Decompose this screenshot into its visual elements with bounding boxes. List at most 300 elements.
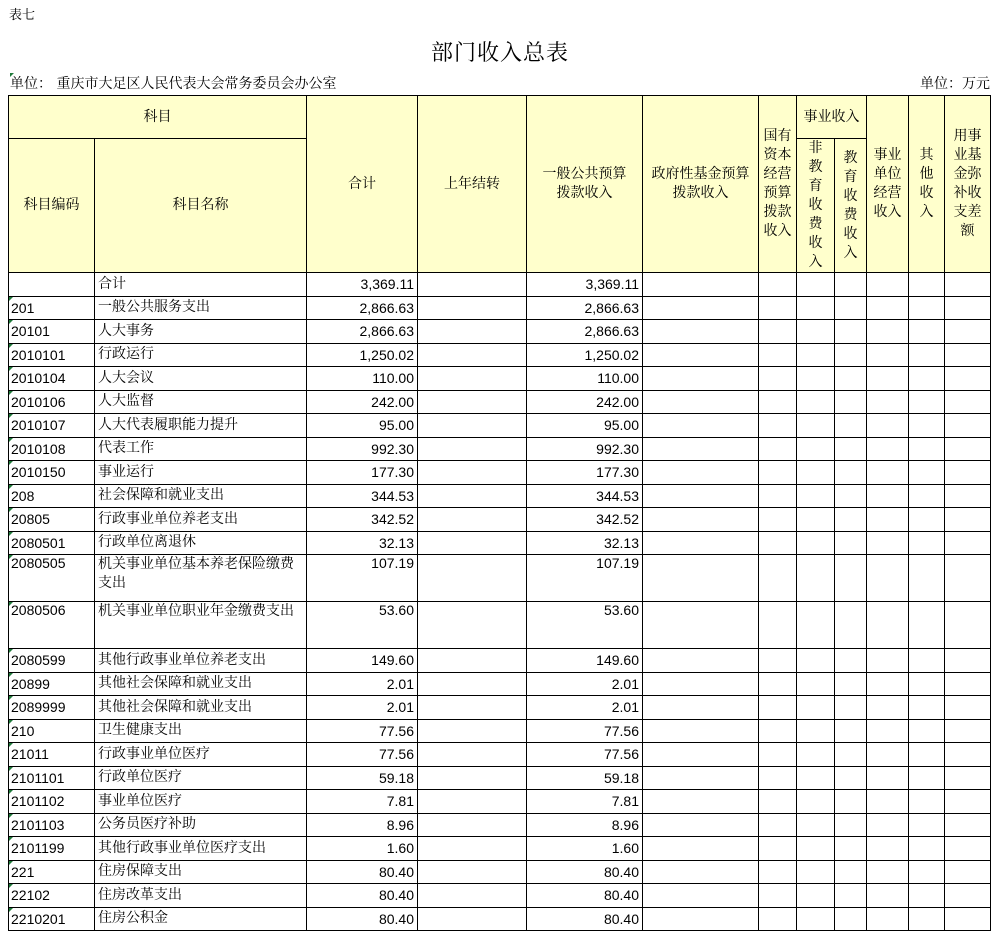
cell-gov-fund [643,320,759,344]
cell-other [909,813,945,837]
cell-name: 其他行政事业单位医疗支出 [95,837,307,861]
table-row [9,813,991,837]
cell-edu-fee [835,766,867,790]
cell-gov-fund [643,743,759,767]
page-title: 部门收入总表 [430,41,569,66]
cell-code: 208 [9,484,95,508]
cell-non-edu-fee [797,719,835,743]
cell-fund-offset [945,273,991,297]
cell-fund-offset [945,860,991,884]
cell-carryover [418,649,527,673]
table-row [9,531,991,555]
cell-general-budget: 1,250.02 [527,343,643,367]
header-other: 其他收入 [909,96,945,273]
cell-other [909,719,945,743]
cell-state-capital [759,790,797,814]
cell-state-capital [759,414,797,438]
cell-edu-fee [835,414,867,438]
cell-name: 其他社会保障和就业支出 [95,696,307,720]
cell-operating [867,790,909,814]
cell-state-capital [759,649,797,673]
table-row [9,743,991,767]
cell-non-edu-fee [797,367,835,391]
cell-name: 公务员医疗补助 [95,813,307,837]
cell-fund-offset [945,531,991,555]
cell-carryover [418,860,527,884]
cell-total: 2,866.63 [307,296,418,320]
cell-total: 32.13 [307,531,418,555]
cell-edu-fee [835,320,867,344]
table-row [9,296,991,320]
cell-edu-fee [835,461,867,485]
cell-gov-fund [643,884,759,908]
cell-state-capital [759,367,797,391]
cell-edu-fee [835,884,867,908]
cell-total: 110.00 [307,367,418,391]
cell-other [909,672,945,696]
cell-edu-fee [835,790,867,814]
cell-name: 一般公共服务支出 [95,296,307,320]
cell-operating [867,367,909,391]
cell-state-capital [759,531,797,555]
table-row [9,837,991,861]
cell-code: 20805 [9,508,95,532]
table-header [9,96,991,273]
cell-gov-fund [643,437,759,461]
cell-carryover [418,320,527,344]
cell-fund-offset [945,696,991,720]
table-row [9,649,991,673]
income-table [8,95,991,931]
cell-code: 21011 [9,743,95,767]
cell-general-budget: 77.56 [527,719,643,743]
cell-other [909,273,945,297]
unit-currency: 单位：万元 [920,76,990,92]
cell-operating [867,484,909,508]
cell-total: 344.53 [307,484,418,508]
cell-edu-fee [835,860,867,884]
cell-gov-fund [643,367,759,391]
cell-gov-fund [643,813,759,837]
cell-gov-fund [643,790,759,814]
cell-total: 80.40 [307,860,418,884]
cell-code: 2101102 [9,790,95,814]
cell-non-edu-fee [797,837,835,861]
cell-code [9,273,95,297]
cell-fund-offset [945,367,991,391]
cell-operating [867,390,909,414]
header-non-edu-fee: 非教育收费收入 [797,139,835,273]
cell-operating [867,343,909,367]
cell-gov-fund [643,414,759,438]
table-row [9,884,991,908]
header-subject: 科目 [9,96,307,139]
cell-other [909,555,945,602]
cell-total: 107.19 [307,555,418,602]
cell-edu-fee [835,696,867,720]
cell-name: 住房改革支出 [95,884,307,908]
cell-general-budget: 177.30 [527,461,643,485]
cell-fund-offset [945,320,991,344]
cell-total: 2.01 [307,696,418,720]
table-tag: 表七 [9,8,36,23]
cell-other [909,531,945,555]
table-row [9,860,991,884]
cell-total: 7.81 [307,790,418,814]
table-row [9,414,991,438]
cell-non-edu-fee [797,531,835,555]
cell-carryover [418,884,527,908]
cell-other [909,367,945,391]
header-operating: 事业单位经营收入 [867,96,909,273]
cell-non-edu-fee [797,602,835,649]
cell-total: 80.40 [307,884,418,908]
cell-name: 其他行政事业单位养老支出 [95,649,307,673]
cell-operating [867,860,909,884]
cell-code: 2010104 [9,367,95,391]
cell-carryover [418,414,527,438]
cell-code: 2010108 [9,437,95,461]
cell-total: 8.96 [307,813,418,837]
unit-org: 单位： 重庆市大足区人民代表大会常务委员会办公室 [10,73,336,93]
cell-name: 行政事业单位养老支出 [95,508,307,532]
cell-gov-fund [643,390,759,414]
cell-carryover [418,508,527,532]
cell-state-capital [759,602,797,649]
cell-name: 事业运行 [95,461,307,485]
cell-non-edu-fee [797,672,835,696]
table-row [9,790,991,814]
cell-name: 机关事业单位职业年金缴费支出 [95,602,307,649]
cell-code: 2080506 [9,602,95,649]
table-row [9,273,991,297]
cell-code: 2101103 [9,813,95,837]
cell-operating [867,508,909,532]
cell-carryover [418,602,527,649]
cell-operating [867,320,909,344]
cell-fund-offset [945,602,991,649]
cell-non-edu-fee [797,320,835,344]
cell-other [909,602,945,649]
cell-state-capital [759,484,797,508]
cell-name: 人大会议 [95,367,307,391]
cell-total: 2.01 [307,672,418,696]
cell-state-capital [759,320,797,344]
cell-edu-fee [835,649,867,673]
cell-general-budget: 342.52 [527,508,643,532]
cell-name: 人大代表履职能力提升 [95,414,307,438]
cell-total: 992.30 [307,437,418,461]
cell-fund-offset [945,672,991,696]
cell-non-edu-fee [797,860,835,884]
cell-name: 事业单位医疗 [95,790,307,814]
cell-general-budget: 80.40 [527,907,643,931]
cell-general-budget: 2.01 [527,672,643,696]
header-fund-offset: 用事业基金弥补收支差额 [945,96,991,273]
cell-total: 53.60 [307,602,418,649]
cell-edu-fee [835,907,867,931]
cell-carryover [418,813,527,837]
cell-general-budget: 110.00 [527,367,643,391]
cell-carryover [418,837,527,861]
cell-general-budget: 53.60 [527,602,643,649]
cell-edu-fee [835,367,867,391]
cell-fund-offset [945,649,991,673]
cell-general-budget: 8.96 [527,813,643,837]
cell-other [909,320,945,344]
table-row [9,672,991,696]
cell-gov-fund [643,649,759,673]
cell-gov-fund [643,719,759,743]
cell-other [909,649,945,673]
table-row [9,766,991,790]
cell-carryover [418,719,527,743]
cell-code: 2210201 [9,907,95,931]
cell-general-budget: 149.60 [527,649,643,673]
cell-code: 2080599 [9,649,95,673]
cell-general-budget: 59.18 [527,766,643,790]
cell-total: 149.60 [307,649,418,673]
cell-carryover [418,743,527,767]
cell-fund-offset [945,508,991,532]
cell-edu-fee [835,743,867,767]
cell-fund-offset [945,484,991,508]
cell-non-edu-fee [797,484,835,508]
cell-carryover [418,461,527,485]
cell-other [909,461,945,485]
table-row [9,907,991,931]
cell-fund-offset [945,884,991,908]
cell-state-capital [759,860,797,884]
cell-other [909,766,945,790]
cell-non-edu-fee [797,273,835,297]
cell-total: 77.56 [307,719,418,743]
cell-general-budget: 80.40 [527,884,643,908]
cell-other [909,484,945,508]
cell-code: 2101199 [9,837,95,861]
cell-edu-fee [835,390,867,414]
cell-name: 其他社会保障和就业支出 [95,672,307,696]
cell-total: 2,866.63 [307,320,418,344]
cell-name: 行政事业单位医疗 [95,743,307,767]
table-row [9,390,991,414]
cell-total: 242.00 [307,390,418,414]
cell-operating [867,907,909,931]
cell-state-capital [759,461,797,485]
cell-edu-fee [835,602,867,649]
cell-other [909,907,945,931]
cell-state-capital [759,343,797,367]
cell-fund-offset [945,390,991,414]
cell-other [909,790,945,814]
cell-general-budget: 77.56 [527,743,643,767]
cell-non-edu-fee [797,437,835,461]
cell-non-edu-fee [797,696,835,720]
header-general-budget: 一般公共预算拨款收入 [527,96,643,273]
cell-code: 22102 [9,884,95,908]
cell-name: 住房公积金 [95,907,307,931]
cell-state-capital [759,743,797,767]
cell-other [909,884,945,908]
cell-gov-fund [643,766,759,790]
cell-non-edu-fee [797,884,835,908]
cell-state-capital [759,390,797,414]
cell-gov-fund [643,508,759,532]
cell-state-capital [759,719,797,743]
cell-other [909,437,945,461]
cell-edu-fee [835,837,867,861]
cell-carryover [418,790,527,814]
cell-fund-offset [945,813,991,837]
cell-other [909,837,945,861]
cell-operating [867,672,909,696]
cell-total: 95.00 [307,414,418,438]
cell-carryover [418,296,527,320]
header-business-income: 事业收入 [797,96,867,139]
cell-fund-offset [945,766,991,790]
cell-code: 2101101 [9,766,95,790]
cell-edu-fee [835,343,867,367]
cell-gov-fund [643,672,759,696]
cell-general-budget: 2,866.63 [527,320,643,344]
cell-name: 人大监督 [95,390,307,414]
cell-operating [867,649,909,673]
cell-non-edu-fee [797,743,835,767]
cell-code: 20899 [9,672,95,696]
cell-other [909,743,945,767]
table-row [9,437,991,461]
cell-carryover [418,343,527,367]
cell-operating [867,414,909,438]
cell-total: 1.60 [307,837,418,861]
table-row [9,602,991,649]
cell-name: 行政单位离退休 [95,531,307,555]
cell-non-edu-fee [797,649,835,673]
cell-other [909,696,945,720]
cell-gov-fund [643,696,759,720]
cell-code: 221 [9,860,95,884]
cell-gov-fund [643,860,759,884]
cell-fund-offset [945,790,991,814]
cell-state-capital [759,907,797,931]
cell-carryover [418,367,527,391]
header-carryover: 上年结转 [418,96,527,273]
cell-non-edu-fee [797,555,835,602]
cell-edu-fee [835,672,867,696]
header-state-capital: 国有资本经营预算拨款收入 [759,96,797,273]
cell-general-budget: 95.00 [527,414,643,438]
cell-gov-fund [643,531,759,555]
cell-code: 20101 [9,320,95,344]
cell-non-edu-fee [797,343,835,367]
cell-state-capital [759,696,797,720]
cell-non-edu-fee [797,461,835,485]
cell-general-budget: 2.01 [527,696,643,720]
cell-non-edu-fee [797,390,835,414]
cell-state-capital [759,813,797,837]
cell-edu-fee [835,813,867,837]
table-row [9,367,991,391]
cell-edu-fee [835,437,867,461]
cell-operating [867,766,909,790]
table-row [9,508,991,532]
cell-total: 177.30 [307,461,418,485]
cell-non-edu-fee [797,790,835,814]
cell-operating [867,696,909,720]
cell-gov-fund [643,555,759,602]
cell-carryover [418,696,527,720]
cell-gov-fund [643,484,759,508]
cell-operating [867,437,909,461]
cell-name: 合计 [95,273,307,297]
cell-code: 210 [9,719,95,743]
cell-state-capital [759,437,797,461]
cell-carryover [418,390,527,414]
table-row [9,343,991,367]
cell-edu-fee [835,273,867,297]
cell-carryover [418,273,527,297]
cell-state-capital [759,766,797,790]
table-body [9,273,991,931]
cell-edu-fee [835,555,867,602]
cell-fund-offset [945,719,991,743]
cell-general-budget: 242.00 [527,390,643,414]
cell-operating [867,531,909,555]
cell-general-budget: 1.60 [527,837,643,861]
cell-general-budget: 344.53 [527,484,643,508]
cell-fund-offset [945,907,991,931]
header-edu-fee: 教育收费收入 [835,139,867,273]
cell-name: 社会保障和就业支出 [95,484,307,508]
cell-other [909,343,945,367]
cell-operating [867,273,909,297]
cell-operating [867,555,909,602]
cell-gov-fund [643,461,759,485]
cell-fund-offset [945,837,991,861]
cell-name: 行政运行 [95,343,307,367]
cell-fund-offset [945,296,991,320]
cell-carryover [418,437,527,461]
cell-operating [867,743,909,767]
cell-state-capital [759,296,797,320]
cell-total: 59.18 [307,766,418,790]
cell-name: 住房保障支出 [95,860,307,884]
cell-state-capital [759,672,797,696]
cell-general-budget: 32.13 [527,531,643,555]
cell-edu-fee [835,719,867,743]
cell-code: 2080501 [9,531,95,555]
cell-name: 人大事务 [95,320,307,344]
cell-other [909,296,945,320]
cell-total: 1,250.02 [307,343,418,367]
cell-fund-offset [945,743,991,767]
cell-operating [867,461,909,485]
table-row [9,484,991,508]
cell-name: 行政单位医疗 [95,766,307,790]
cell-state-capital [759,508,797,532]
cell-operating [867,884,909,908]
cell-carryover [418,907,527,931]
cell-non-edu-fee [797,907,835,931]
cell-general-budget: 992.30 [527,437,643,461]
cell-code: 2010150 [9,461,95,485]
cell-non-edu-fee [797,508,835,532]
cell-general-budget: 107.19 [527,555,643,602]
cell-fund-offset [945,343,991,367]
cell-operating [867,602,909,649]
cell-gov-fund [643,273,759,297]
cell-non-edu-fee [797,813,835,837]
